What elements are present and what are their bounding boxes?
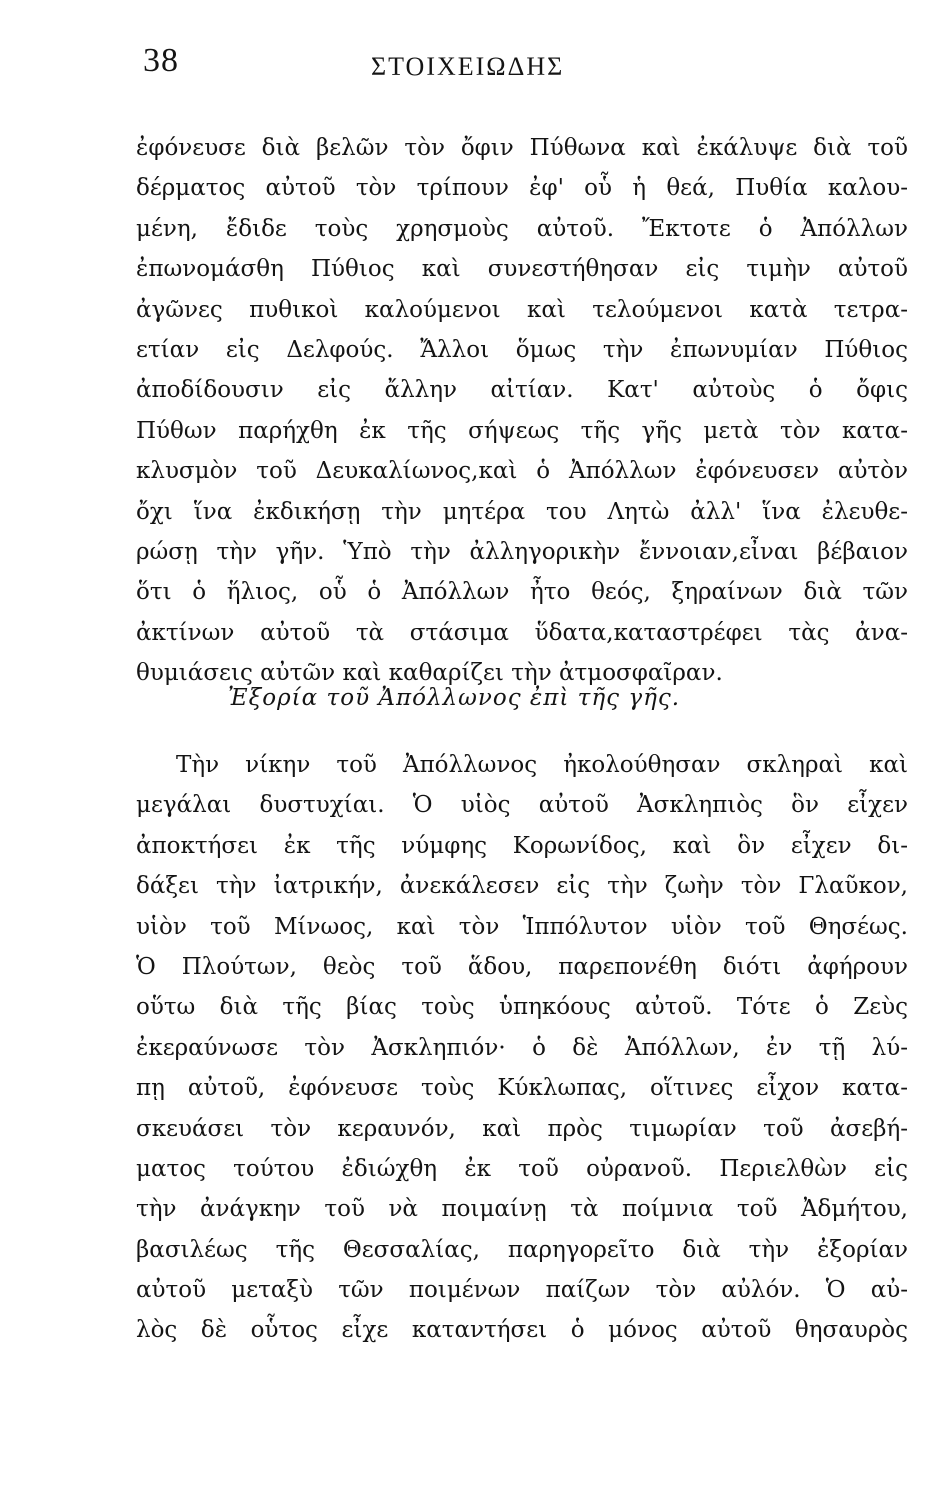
text-line: μένη, ἔδιδε τοὺς χρησμοὺς αὐτοῦ. Ἔκτοτε ὁ Ἀπόλλων — [136, 215, 908, 242]
text-line: μεγάλαι δυστυχίαι. Ὁ υἱὸς αὐτοῦ Ἀσκληπιὸς ὃν εἶχεν — [136, 792, 908, 819]
text-line: Τὴν νίκην τοῦ Ἀπόλλωνος ἠκολούθησαν σκληραὶ καὶ — [176, 752, 908, 778]
text-line: βασιλέως τῆς Θεσσαλίας, παρηγορεῖτο διὰ τὴν ἐξορίαν — [136, 1236, 908, 1263]
page-header — [143, 42, 903, 88]
page-number: 38 — [143, 42, 179, 79]
text-line: ὅτι ὁ ἥλιος, οὗ ὁ Ἀπόλλων ἦτο θεός, ξηραίνων διὰ τῶν — [136, 579, 908, 606]
text-line: ἐφόνευσε διὰ βελῶν τὸν ὄφιν Πύθωνα καὶ ἐκάλυψε διὰ τοῦ — [136, 135, 908, 161]
text-line: ὄχι ἵνα ἐκδικήσῃ τὴν μητέρα του Λητὼ ἀλλ' ἵνα ἐλευθε- — [136, 498, 908, 525]
text-line: οὕτω διὰ τῆς βίας τοὺς ὑπηκόους αὐτοῦ. Τότε ὁ Ζεὺς — [136, 994, 908, 1021]
text-line: ἀκτίνων αὐτοῦ τὰ στάσιμα ὕδατα,καταστρέφει τὰς ἀνα- — [136, 619, 908, 646]
section-heading: Ἐξορία τοῦ Ἀπόλλωνος ἐπὶ τῆς γῆς. — [228, 685, 681, 711]
text-line: Ὁ Πλούτων, θεὸς τοῦ ἅδου, παρεπονέθη διότι ἀφήρουν — [136, 953, 908, 980]
text-line: πῃ αὐτοῦ, ἐφόνευσε τοὺς Κύκλωπας, οἵτινες εἶχον κατα- — [136, 1075, 908, 1102]
paragraph-1 — [136, 128, 908, 693]
text-line: ἀποδίδουσιν εἰς ἄλλην αἰτίαν. Κατ' αὐτοὺς ὁ ὄφις — [136, 377, 908, 404]
text-line: δάξει τὴν ἰατρικήν, ἀνεκάλεσεν εἰς τὴν ζωὴν τὸν Γλαῦκον, — [136, 873, 908, 900]
text-line: ἐκεραύνωσε τὸν Ἀσκληπιόν· ὁ δὲ Ἀπόλλων, ἐν τῇ λύ- — [136, 1034, 908, 1061]
text-line: δέρματος αὐτοῦ τὸν τρίπουν ἐφ' οὗ ἡ θεά, Πυθία καλου- — [136, 175, 908, 202]
text-line: ἀποκτήσει ἐκ τῆς νύμφης Κορωνίδος, καὶ ὃν εἶχεν δι- — [136, 832, 908, 859]
text-line: τὴν ἀνάγκην τοῦ νὰ ποιμαίνῃ τὰ ποίμνια τοῦ Ἀδμήτου, — [136, 1196, 908, 1223]
text-line: ἐπωνομάσθη Πύθιος καὶ συνεστήθησαν εἰς τιμὴν αὐτοῦ — [136, 256, 908, 283]
running-title: ΣΤΟΙΧΕΙΩΔΗΣ — [371, 52, 565, 81]
text-line: ρώσῃ τὴν γῆν. Ὑπὸ τὴν ἀλληγορικὴν ἔννοιαν,εἶναι βέβαιον — [136, 538, 908, 565]
text-line: ετίαν εἰς Δελφούς. Ἄλλοι ὅμως τὴν ἐπωνυμίαν Πύθιος — [136, 336, 908, 363]
paragraph-2 — [136, 745, 908, 1351]
text-line: ἀγῶνες πυθικοὶ καλούμενοι καὶ τελούμενοι κατὰ τετρα- — [136, 296, 908, 323]
text-line: αὐτοῦ μεταξὺ τῶν ποιμένων παίζων τὸν αὐλόν. Ὁ αὐ- — [136, 1277, 908, 1304]
text-line: ματος τούτου ἐδιώχθη ἐκ τοῦ οὐρανοῦ. Περιελθὼν εἰς — [136, 1155, 908, 1182]
text-line: Πύθων παρήχθη ἐκ τῆς σήψεως τῆς γῆς μετὰ τὸν κατα- — [136, 417, 908, 444]
text-line: κλυσμὸν τοῦ Δευκαλίωνος,καὶ ὁ Ἀπόλλων ἐφόνευσεν αὐτὸν — [136, 458, 908, 485]
text-line: λὸς δὲ οὗτος εἶχε καταντήσει ὁ μόνος αὐτοῦ θησαυρὸς — [136, 1317, 908, 1344]
text-line: θυμιάσεις αὐτῶν καὶ καθαρίζει τὴν ἀτμοσφαῖραν. — [136, 660, 723, 687]
text-line: σκευάσει τὸν κεραυνόν, καὶ πρὸς τιμωρίαν τοῦ ἀσεβή- — [136, 1115, 908, 1142]
text-line: υἱὸν τοῦ Μίνωος, καὶ τὸν Ἱππόλυτον υἱὸν τοῦ Θησέως. — [136, 913, 908, 940]
